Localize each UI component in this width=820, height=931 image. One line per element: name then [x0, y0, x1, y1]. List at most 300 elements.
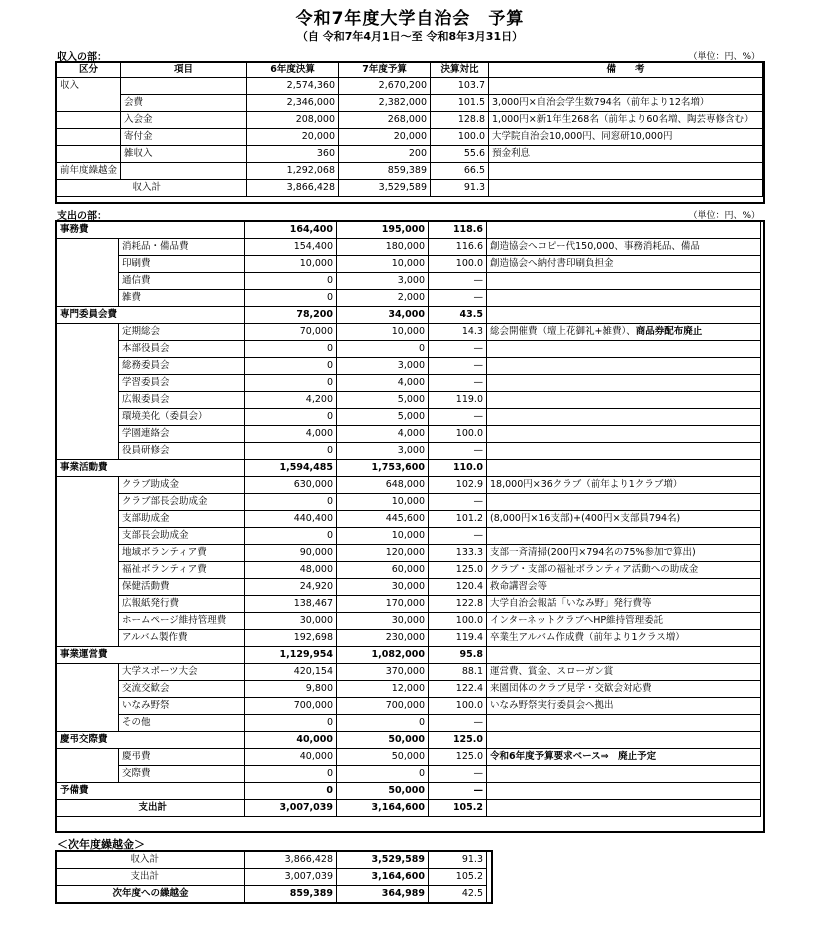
table-row [57, 290, 761, 307]
ratio-value: 110.0 [429, 460, 487, 477]
row-item: 大学スポーツ大会 [119, 664, 245, 681]
indent-cell [57, 341, 119, 358]
ratio-value: 120.4 [429, 579, 487, 596]
fy6-actual: 154,400 [245, 239, 337, 256]
remark-text: 救命講習会等 [490, 581, 548, 592]
category-row [57, 307, 761, 324]
remark [487, 290, 761, 307]
row-item: 広報紙発行費 [119, 596, 245, 613]
fy6-actual: 10,000 [245, 256, 337, 273]
table-row [57, 869, 487, 886]
fy7-budget: 268,000 [339, 112, 431, 129]
fy6-actual: 48,000 [245, 562, 337, 579]
row-item [121, 78, 247, 95]
indent-cell [57, 613, 119, 630]
table-row [57, 129, 763, 146]
remark [489, 78, 763, 95]
remark [487, 715, 761, 732]
table-row [57, 426, 761, 443]
remark [487, 664, 761, 681]
fy7-budget: 10,000 [337, 494, 429, 511]
fy7-budget: 180,000 [337, 239, 429, 256]
category-label: 事務費 [57, 222, 245, 239]
table-row [57, 664, 761, 681]
ratio-value: — [429, 341, 487, 358]
table-row [57, 749, 761, 766]
ratio-value: — [429, 290, 487, 307]
indent-cell [57, 562, 119, 579]
category-label: 専門委員会費 [57, 307, 245, 324]
indent-cell [57, 749, 119, 766]
table-row [57, 528, 761, 545]
remark [487, 528, 761, 545]
fy6-actual: 700,000 [245, 698, 337, 715]
indent-cell [57, 426, 119, 443]
category-label: 事業運営費 [57, 647, 245, 664]
fy7-budget: 12,000 [337, 681, 429, 698]
remark [489, 180, 763, 197]
row-item: 会費 [121, 95, 247, 112]
row-item: 支部長会助成金 [119, 528, 245, 545]
row-category [57, 95, 121, 112]
fy7-budget: 370,000 [337, 664, 429, 681]
fy7-budget: 60,000 [337, 562, 429, 579]
remark [487, 341, 761, 358]
ratio-value: 95.8 [429, 647, 487, 664]
carryover-label: 支出計 [119, 869, 245, 886]
indent-cell [57, 528, 119, 545]
row-item: クラブ助成金 [119, 477, 245, 494]
fy7-budget: 10,000 [337, 324, 429, 341]
indent-cell [57, 664, 119, 681]
ratio-value: 119.0 [429, 392, 487, 409]
expense-table [56, 221, 761, 817]
page-title: 令和7年度大学自治会 予算 [295, 9, 525, 29]
fy7-budget: 3,164,600 [337, 869, 429, 886]
ratio-value: — [429, 409, 487, 426]
ratio-value: 100.0 [431, 129, 489, 146]
remark [487, 460, 761, 477]
fy7-budget: 30,000 [337, 613, 429, 630]
indent-cell [57, 579, 119, 596]
indent-cell [57, 681, 119, 698]
category-row [57, 647, 761, 664]
table-row [57, 562, 761, 579]
row-item: 役員研修会 [119, 443, 245, 460]
fy6-actual: 0 [245, 273, 337, 290]
remark [487, 494, 761, 511]
indent-cell [57, 256, 119, 273]
category-row [57, 460, 761, 477]
indent-cell [57, 239, 119, 256]
fy6-actual: 3,007,039 [245, 869, 337, 886]
fy7-budget: 20,000 [339, 129, 431, 146]
fy6-actual: 164,400 [245, 222, 337, 239]
unit-label-income: （単位：円、%） [688, 52, 760, 62]
table-row [57, 112, 763, 129]
fy7-budget: 5,000 [337, 409, 429, 426]
ratio-value: — [429, 494, 487, 511]
row-item: 支部助成金 [119, 511, 245, 528]
remark-text: クラブ・支部の福祉ボランティア活動への助成金 [490, 564, 699, 575]
fy7-budget: 445,600 [337, 511, 429, 528]
fy6-actual: 208,000 [247, 112, 339, 129]
remark [487, 579, 761, 596]
category-label: 慶弔交際費 [57, 732, 245, 749]
row-item: 地域ボランティア費 [119, 545, 245, 562]
ratio-value: — [429, 715, 487, 732]
income-total-row [57, 180, 763, 197]
row-item: その他 [119, 715, 245, 732]
ratio-value: 101.2 [429, 511, 487, 528]
remark-text: 創造協会へ納付書印刷負担金 [490, 258, 614, 269]
ratio-value: 100.0 [429, 613, 487, 630]
fy6-actual: 0 [245, 494, 337, 511]
remark-text: 支部一斉清掃(200円×794名の75%参加で算出) [490, 547, 696, 558]
remark [487, 409, 761, 426]
ratio-value: — [429, 273, 487, 290]
carryover-final-row [57, 886, 487, 903]
ratio-value: 91.3 [431, 180, 489, 197]
fy7-budget: 230,000 [337, 630, 429, 647]
fy6-actual: 138,467 [245, 596, 337, 613]
row-item: 交際費 [119, 766, 245, 783]
fy6-actual: 2,346,000 [247, 95, 339, 112]
remark [487, 426, 761, 443]
fy6-actual: 9,800 [245, 681, 337, 698]
table-row [57, 698, 761, 715]
fy6-actual: 1,129,954 [245, 647, 337, 664]
fy7-budget: 3,000 [337, 443, 429, 460]
table-row [57, 239, 761, 256]
fy7-budget: 1,753,600 [337, 460, 429, 477]
row-item: 入会金 [121, 112, 247, 129]
fy6-actual: 0 [245, 290, 337, 307]
row-item: 環境美化（委員会） [119, 409, 245, 426]
carryover-label: ＜次年度繰越金＞ [57, 838, 145, 851]
row-item: 広報委員会 [119, 392, 245, 409]
fy7-budget: 3,164,600 [337, 800, 429, 817]
row-category [57, 146, 121, 163]
fy6-actual: 0 [245, 766, 337, 783]
table-row [57, 579, 761, 596]
carryover-final-label: 次年度への繰越金 [57, 886, 245, 903]
table-row [57, 443, 761, 460]
column-header: 備 考 [489, 63, 763, 78]
indent-cell [57, 715, 119, 732]
remark-text: 大学自治会報話「いなみ野」発行費等 [490, 598, 652, 609]
column-header: 7年度予算 [339, 63, 431, 78]
indent-cell [57, 273, 119, 290]
row-item: 慶弔費 [119, 749, 245, 766]
remark-text: いなみ野祭実行委員会へ拠出 [490, 700, 614, 711]
remark [487, 698, 761, 715]
remark [487, 307, 761, 324]
fy7-budget: 3,000 [337, 273, 429, 290]
row-category [57, 112, 121, 129]
remark-text: 18,000円×36クラブ（前年より1クラブ増） [490, 479, 683, 490]
fy7-budget: 30,000 [337, 579, 429, 596]
fy6-actual: 0 [245, 443, 337, 460]
fy7-budget: 364,989 [337, 886, 429, 903]
ratio-value: — [429, 443, 487, 460]
ratio-value: 105.2 [429, 800, 487, 817]
row-item: 雑収入 [121, 146, 247, 163]
row-item: ホームページ維持管理費 [119, 613, 245, 630]
row-item: 学園連絡会 [119, 426, 245, 443]
indent-cell [57, 324, 119, 341]
ratio-value: 122.4 [429, 681, 487, 698]
fy7-budget: 170,000 [337, 596, 429, 613]
ratio-value: 91.3 [429, 852, 487, 869]
row-category [57, 129, 121, 146]
remark [487, 562, 761, 579]
table-row [57, 324, 761, 341]
table-row [57, 766, 761, 783]
fy7-budget: 120,000 [337, 545, 429, 562]
table-row [57, 375, 761, 392]
row-category [57, 852, 119, 869]
remark-text: 総会開催費（壇上花御礼+雑費）、 [490, 326, 636, 337]
remark [487, 375, 761, 392]
row-item: 交流交歓会 [119, 681, 245, 698]
row-item: 学習委員会 [119, 375, 245, 392]
indent-cell [57, 766, 119, 783]
fy6-actual: 1,594,485 [245, 460, 337, 477]
row-item: 本部役員会 [119, 341, 245, 358]
row-item: 定期総会 [119, 324, 245, 341]
ratio-value: 119.4 [429, 630, 487, 647]
fy6-actual: 2,574,360 [247, 78, 339, 95]
total-label: 支出計 [119, 800, 245, 817]
remark [487, 477, 761, 494]
remark [487, 273, 761, 290]
indent-cell [57, 443, 119, 460]
fy7-budget: 700,000 [337, 698, 429, 715]
ratio-value: 42.5 [429, 886, 487, 903]
fy6-actual: 630,000 [245, 477, 337, 494]
fy6-actual: 360 [247, 146, 339, 163]
remark [487, 239, 761, 256]
fy6-actual: 0 [245, 341, 337, 358]
indent-cell [57, 494, 119, 511]
fy6-actual: 192,698 [245, 630, 337, 647]
table-row [57, 392, 761, 409]
indent-cell [57, 392, 119, 409]
category-label: 予備費 [57, 783, 245, 800]
fy6-actual: 20,000 [247, 129, 339, 146]
ratio-value: — [429, 528, 487, 545]
fy7-budget: 34,000 [337, 307, 429, 324]
table-row [57, 163, 763, 180]
fy7-budget: 2,000 [337, 290, 429, 307]
ratio-value: — [429, 375, 487, 392]
table-row [57, 715, 761, 732]
carryover-table [56, 851, 487, 903]
indent-cell [57, 698, 119, 715]
fy7-budget: 50,000 [337, 732, 429, 749]
row-item: 雑費 [119, 290, 245, 307]
fy7-budget: 2,382,000 [339, 95, 431, 112]
table-row [57, 341, 761, 358]
table-row [57, 511, 761, 528]
row-item: いなみ野祭 [119, 698, 245, 715]
remark: 大学院自治会10,000円、同窓研10,000円 [489, 129, 763, 146]
remark-text: 創造協会へコピー代150,000、事務消耗品、備品 [490, 241, 700, 252]
ratio-value: 103.7 [431, 78, 489, 95]
fy7-budget: 648,000 [337, 477, 429, 494]
fy6-actual: 78,200 [245, 307, 337, 324]
remark-text: (8,000円×16支部)+(400円×支部員794名) [490, 513, 681, 524]
fy7-budget: 10,000 [337, 528, 429, 545]
remark [487, 358, 761, 375]
unit-label-expense: （単位：円、%） [688, 211, 760, 221]
fy6-actual: 70,000 [245, 324, 337, 341]
remark [487, 324, 761, 341]
expense-total-row [57, 800, 761, 817]
fy7-budget: 0 [337, 341, 429, 358]
fy7-budget: 4,000 [337, 426, 429, 443]
remark [487, 443, 761, 460]
table-row [57, 630, 761, 647]
table-row [57, 596, 761, 613]
row-category [57, 180, 121, 197]
ratio-value: 125.0 [429, 732, 487, 749]
fy6-actual: 4,000 [245, 426, 337, 443]
fy6-actual: 0 [245, 358, 337, 375]
income-header-row [57, 63, 763, 78]
ratio-value: 101.5 [431, 95, 489, 112]
remark [487, 800, 761, 817]
row-item: 総務委員会 [119, 358, 245, 375]
table-row [57, 78, 763, 95]
remark [487, 511, 761, 528]
ratio-value: 100.0 [429, 256, 487, 273]
column-header: 決算対比 [431, 63, 489, 78]
fy6-actual: 24,920 [245, 579, 337, 596]
ratio-value: 105.2 [429, 869, 487, 886]
ratio-value: 133.3 [429, 545, 487, 562]
fy7-budget: 859,389 [339, 163, 431, 180]
fy6-actual: 0 [245, 375, 337, 392]
ratio-value: — [429, 358, 487, 375]
fy7-budget: 3,529,589 [337, 852, 429, 869]
income-table [56, 62, 763, 197]
remark [487, 613, 761, 630]
fy6-actual: 0 [245, 783, 337, 800]
remark-emphasis: 令和6年度予算要求ベース⇒ 廃止予定 [490, 751, 657, 762]
expense-section-label: 支出の部： [57, 211, 107, 222]
fy6-actual: 1,292,068 [247, 163, 339, 180]
row-item: 寄付金 [121, 129, 247, 146]
fy7-budget: 195,000 [337, 222, 429, 239]
fy6-actual: 30,000 [245, 613, 337, 630]
ratio-value: 66.5 [431, 163, 489, 180]
table-row [57, 95, 763, 112]
fy6-actual: 4,200 [245, 392, 337, 409]
remark [487, 749, 761, 766]
remark [487, 392, 761, 409]
remark [487, 222, 761, 239]
ratio-value: 116.6 [429, 239, 487, 256]
fy6-actual: 3,007,039 [245, 800, 337, 817]
column-header: 6年度決算 [247, 63, 339, 78]
row-category [57, 800, 119, 817]
table-row [57, 146, 763, 163]
carryover-label: 収入計 [119, 852, 245, 869]
ratio-value: 125.0 [429, 562, 487, 579]
remark [487, 545, 761, 562]
table-row [57, 477, 761, 494]
fy7-budget: 2,670,200 [339, 78, 431, 95]
fy6-actual: 90,000 [245, 545, 337, 562]
ratio-value: 100.0 [429, 698, 487, 715]
table-row [57, 852, 487, 869]
table-row [57, 273, 761, 290]
row-item: 福祉ボランティア費 [119, 562, 245, 579]
remark [489, 163, 763, 180]
fy6-actual: 40,000 [245, 732, 337, 749]
remark [487, 783, 761, 800]
column-header: 区分 [57, 63, 121, 78]
row-item: 通信費 [119, 273, 245, 290]
remark-text: 卒業生アルバム作成費（前年より1クラス増） [490, 632, 685, 643]
table-row [57, 358, 761, 375]
ratio-value: 125.0 [429, 749, 487, 766]
table-row [57, 613, 761, 630]
row-item: クラブ部長会助成金 [119, 494, 245, 511]
fy6-actual: 0 [245, 409, 337, 426]
ratio-value: 118.6 [429, 222, 487, 239]
remark [487, 596, 761, 613]
ratio-value: — [429, 783, 487, 800]
row-category: 前年度繰越金 [57, 163, 121, 180]
indent-cell [57, 630, 119, 647]
ratio-value: 88.1 [429, 664, 487, 681]
remark [487, 256, 761, 273]
fy6-actual: 0 [245, 715, 337, 732]
indent-cell [57, 358, 119, 375]
indent-cell [57, 596, 119, 613]
fy7-budget: 4,000 [337, 375, 429, 392]
ratio-value: 14.3 [429, 324, 487, 341]
fy7-budget: 1,082,000 [337, 647, 429, 664]
fy7-budget: 3,529,589 [339, 180, 431, 197]
category-row [57, 732, 761, 749]
fy7-budget: 50,000 [337, 749, 429, 766]
income-section-label: 収入の部： [57, 52, 107, 63]
fy6-actual: 440,400 [245, 511, 337, 528]
remark-text: 運営費、賞金、スローガン賞 [490, 666, 614, 677]
table-row [57, 256, 761, 273]
fy7-budget: 0 [337, 715, 429, 732]
row-item: 保健活動費 [119, 579, 245, 596]
ratio-value: 55.6 [431, 146, 489, 163]
remark [487, 732, 761, 749]
fy6-actual: 3,866,428 [245, 852, 337, 869]
indent-cell [57, 290, 119, 307]
remark [487, 630, 761, 647]
fy7-budget: 10,000 [337, 256, 429, 273]
remark [487, 647, 761, 664]
table-row [57, 409, 761, 426]
fy6-actual: 859,389 [245, 886, 337, 903]
remark-text: インターネットクラブへHP維持管理委託 [490, 615, 664, 626]
category-label: 事業活動費 [57, 460, 245, 477]
ratio-value: 102.9 [429, 477, 487, 494]
row-item: アルバム製作費 [119, 630, 245, 647]
ratio-value: 122.8 [429, 596, 487, 613]
